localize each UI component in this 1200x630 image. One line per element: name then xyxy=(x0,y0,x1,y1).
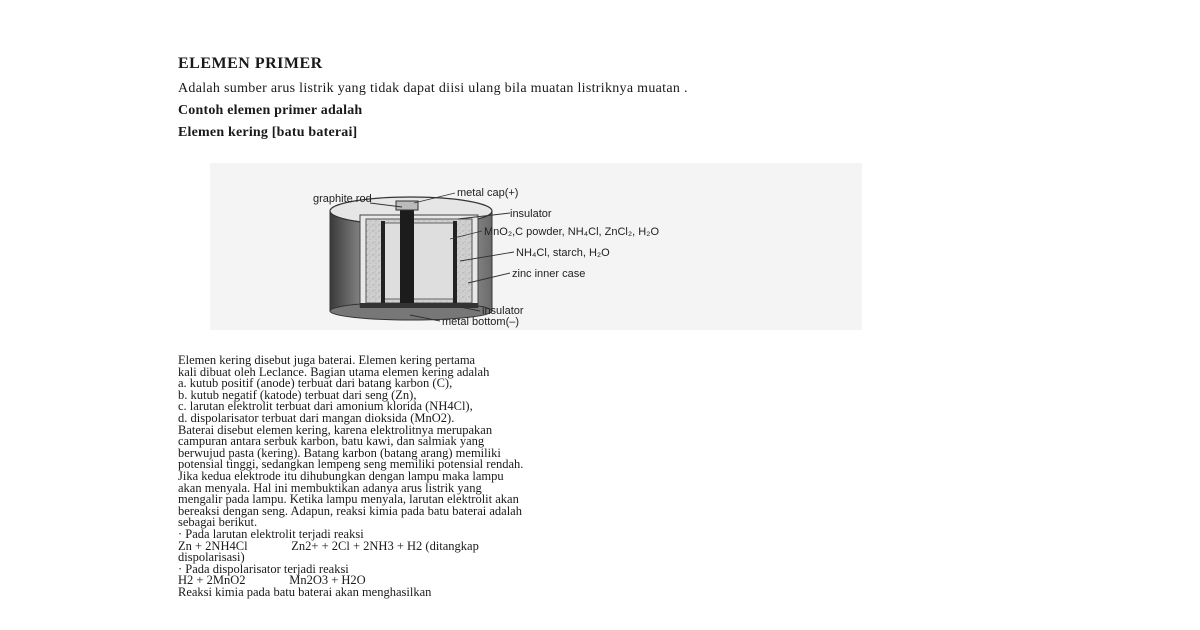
body-line: campuran antara serbuk karbon, batu kawi, dan salmiak yang xyxy=(178,434,485,449)
body-line: potensial tinggi, sedangkan lempeng seng memiliki potensial rendah. xyxy=(178,457,524,472)
body-line: b. kutub negatif (katode) terbuat dari seng (Zn), xyxy=(178,387,417,402)
label-insulator-top: insulator xyxy=(510,208,552,220)
body-line: H2 + 2MnO2 Mn2O3 + H2O xyxy=(178,573,366,588)
label-mno2-mix: MnO₂,C powder, NH₄Cl, ZnCl₂, H₂O xyxy=(484,226,660,238)
body-line: d. dispolarisator terbuat dari mangan dioksida (MnO2). xyxy=(178,410,455,425)
cell-cutaway xyxy=(360,201,478,308)
body-paragraph xyxy=(178,355,818,598)
body-line: Baterai disebut elemen kering, karena elektrolitnya merupakan xyxy=(178,422,493,437)
label-metal-cap: metal cap(+) xyxy=(457,187,519,199)
subheading-dry-cell: Elemen kering [batu baterai] xyxy=(178,125,358,140)
battery-diagram-svg xyxy=(210,163,862,330)
label-graphite-rod: graphite rod xyxy=(313,193,372,205)
page-title: ELEMEN PRIMER xyxy=(178,55,323,72)
graphite-rod xyxy=(400,209,414,307)
body-line: dispolarisasi) xyxy=(178,550,245,565)
body-line: berwujud pasta (kering). Batang karbon (batang arang) memiliki xyxy=(178,445,501,460)
battery-diagram xyxy=(210,163,862,330)
intro-paragraph: Adalah sumber arus listrik yang tidak dapat diisi ulang bila muatan listriknya muatan . xyxy=(178,81,688,96)
body-line: · Pada dispolarisator terjadi reaksi xyxy=(178,561,349,576)
body-line: bereaksi dengan seng. Adapun, reaksi kimia pada batu baterai adalah xyxy=(178,503,522,518)
subheading-examples: Contoh elemen primer adalah xyxy=(178,103,363,118)
body-line: Jika kedua elektrode itu dihubungkan dengan lampu maka lampu xyxy=(178,468,504,483)
metal-cap xyxy=(396,201,418,210)
label-insulator-bottom: insulator xyxy=(482,305,524,317)
label-metal-bottom: metal bottom(–) xyxy=(442,316,520,328)
label-nh4cl-paste: NH₄Cl, starch, H₂O xyxy=(516,247,610,259)
body-line: c. larutan elektrolit terbuat dari amonium klorida (NH4Cl), xyxy=(178,399,473,414)
body-line: a. kutub positif (anode) terbuat dari batang karbon (C), xyxy=(178,376,453,391)
body-line: Zn + 2NH4Cl Zn2+ + 2Cl + 2NH3 + H2 (ditangkap xyxy=(178,538,479,553)
body-line: sebagai berikut. xyxy=(178,515,258,530)
label-zinc-case: zinc inner case xyxy=(512,268,586,280)
body-line: mengalir pada lampu. Ketika lampu menyala, larutan elektrolit akan xyxy=(178,492,519,507)
body-line: · Pada larutan elektrolit terjadi reaksi xyxy=(178,526,364,541)
body-line: kali dibuat oleh Leclance. Bagian utama elemen kering adalah xyxy=(178,364,490,379)
body-line: Elemen kering disebut juga baterai. Elemen kering pertama xyxy=(178,353,476,367)
body-line: akan menyala. Hal ini membuktikan adanya arus listrik yang xyxy=(178,480,482,495)
body-line: Reaksi kimia pada batu baterai akan menghasilkan xyxy=(178,584,432,599)
